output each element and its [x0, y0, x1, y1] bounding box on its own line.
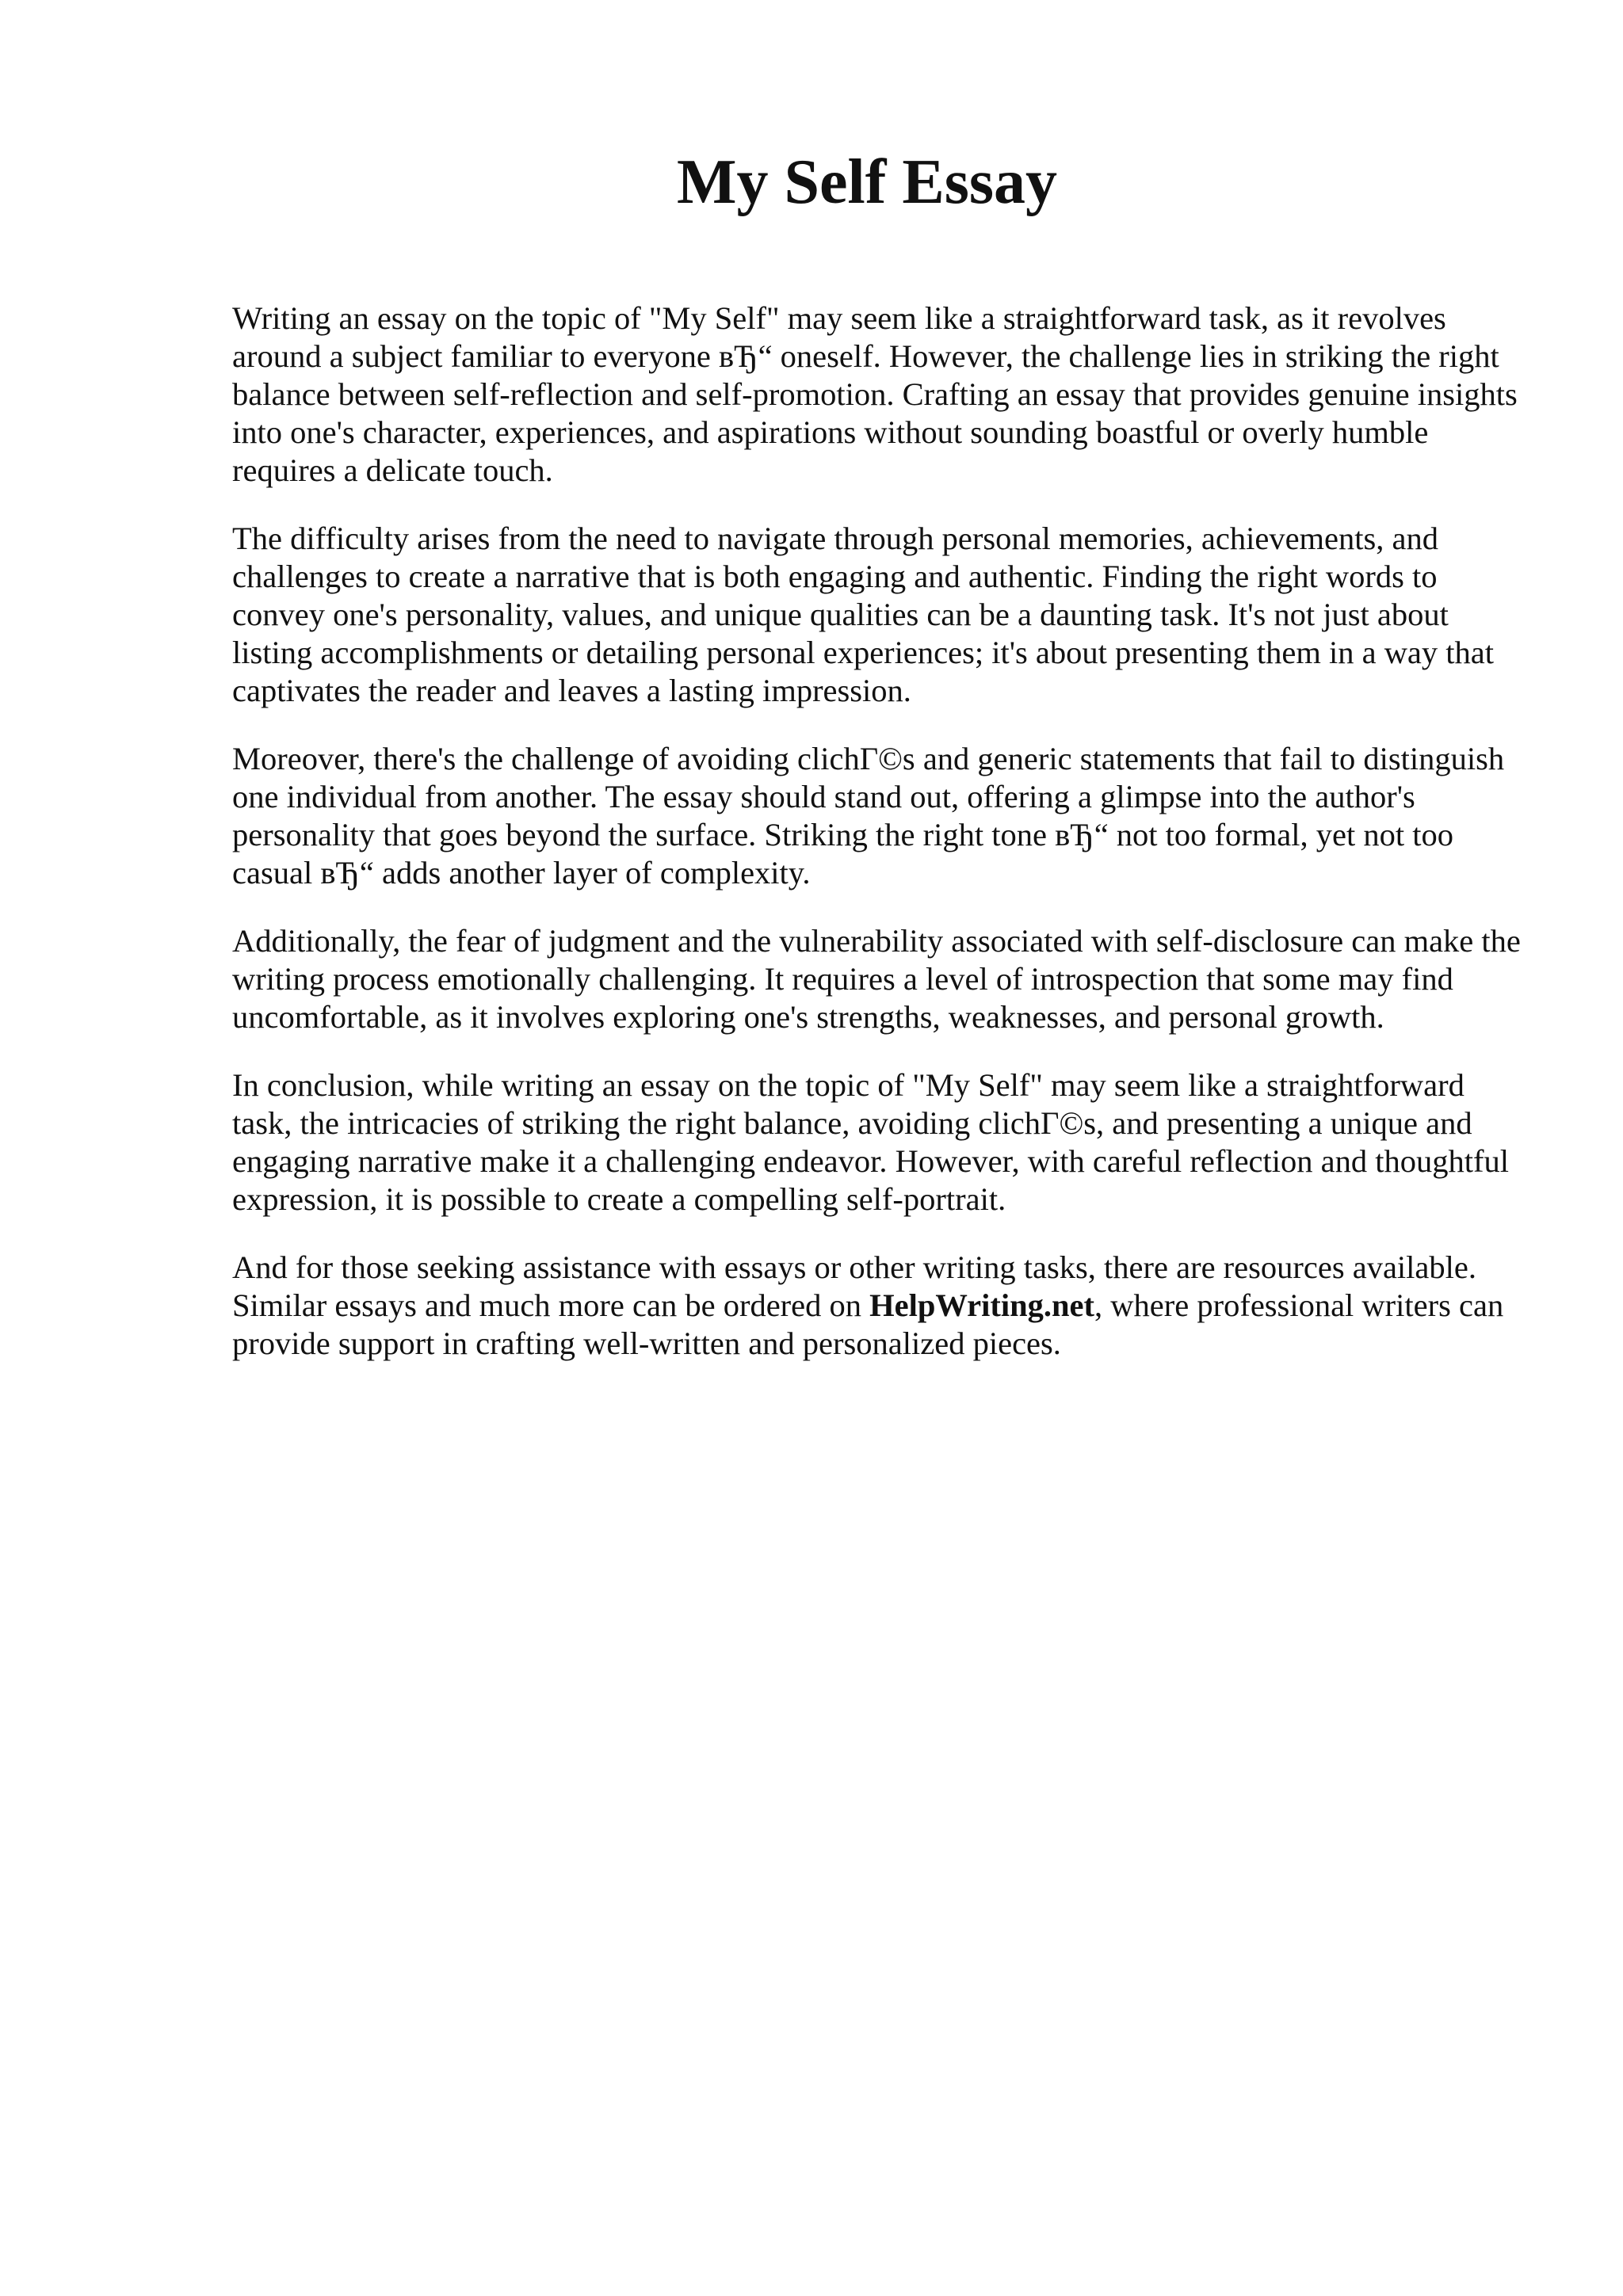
- paragraph-2: The difficulty arises from the need to navigate through personal memories, achievements, and challenges to create a narrative that is both engaging and authentic. Finding the right words to convey one's personality, values, and unique qualities can be a daunting task. It's not just about listing accomplishments or detailing personal experiences; it's about presenting them in a way that captivates the reader and leaves a lasting impression.: [232, 521, 1495, 708]
- closing-text-before: And for those seeking assistance with essays or other writing tasks, there are resources available. Similar essays and much more can be ordered on: [232, 1249, 1477, 1323]
- helpwriting-link[interactable]: HelpWriting.net: [869, 1287, 1095, 1323]
- paragraph-3: Moreover, there's the challenge of avoiding clichГ©s and generic statements that fail to distinguish one individual from another. The essay should stand out, offering a glimpse into the author's personality that goes beyond the surface. Striking the right tone вЂ“ not too formal, yet not too casual вЂ“ adds another layer of complexity.: [232, 741, 1505, 891]
- essay-body: [232, 299, 1532, 1393]
- closing-text-after: , where professional writers can provide support in crafting well-written and personalized pieces.: [232, 1287, 1504, 1361]
- paragraph-4: Additionally, the fear of judgment and the vulnerability associated with self-disclosure can make the writing process emotionally challenging. It requires a level of introspection that some may find uncomfortable, as it involves exploring one's strengths, weaknesses, and personal growth.: [232, 923, 1521, 1035]
- paragraph-1: Writing an essay on the topic of "My Self" may seem like a straightforward task, as it revolves around a subject familiar to everyone вЂ“ oneself. However, the challenge lies in striking the right balance between self-reflection and self-promotion. Crafting an essay that provides genuine insights into one's character, experiences, and aspirations without sounding boastful or overly humble requires a delicate touch.: [232, 300, 1518, 488]
- page-title: My Self Essay: [677, 147, 1057, 217]
- paragraph-5: In conclusion, while writing an essay on the topic of "My Self" may seem like a straightforward task, the intricacies of striking the right balance, avoiding clichГ©s, and presenting a unique and engaging narrative make it a challenging endeavor. However, with careful reflection and thoughtful expression, it is possible to create a compelling self-portrait.: [232, 1067, 1510, 1217]
- closing-paragraph: [232, 1249, 1532, 1363]
